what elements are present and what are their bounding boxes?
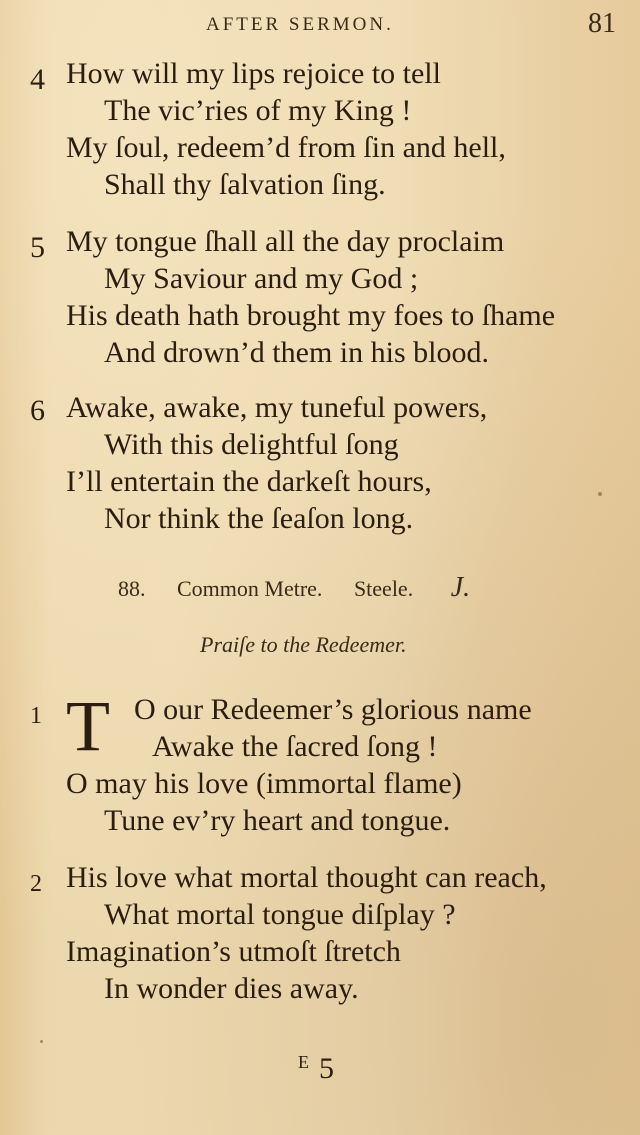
hymn-mark: J. xyxy=(450,572,471,603)
signature-letter: E xyxy=(298,1052,309,1072)
paper-speck xyxy=(40,1040,43,1043)
verse-line: My ſoul, redeem’d from ſin and hell, xyxy=(66,131,506,164)
verse-line: Awake, awake, my tuneful powers, xyxy=(66,391,488,424)
verse-line: With this delightful ſong xyxy=(104,428,399,461)
verse-line: Tune ev’ry heart and tongue. xyxy=(104,804,451,837)
drop-cap: T xyxy=(66,686,110,766)
printer-signature xyxy=(298,1052,334,1086)
verse-line: I’ll entertain the darkeſt hours, xyxy=(66,465,432,498)
running-head: AFTER SERMON. xyxy=(206,14,394,35)
verse-line: Imagination’s utmoſt ſtretch xyxy=(66,935,401,968)
verse-number: 6 xyxy=(30,394,45,427)
verse-line: My Saviour and my God ; xyxy=(104,262,419,295)
verse-line: O our Redeemer’s glorious name xyxy=(134,693,532,726)
page-number: 81 xyxy=(588,8,616,39)
verse-line: Nor think the ſeaſon long. xyxy=(104,502,414,535)
verse-line: Awake the ſacred ſong ! xyxy=(152,730,438,763)
verse-number: 2 xyxy=(30,871,42,897)
hymn-author: Steele. xyxy=(353,576,414,601)
verse-line: And drown’d them in his blood. xyxy=(104,336,489,369)
hymn-title: Praiſe to the Redeemer. xyxy=(200,632,407,657)
paper-speck xyxy=(598,492,602,496)
hymn-number: 88. xyxy=(118,576,146,601)
verse-line: Shall thy ſalvation ſing. xyxy=(104,168,386,201)
verse-line: His death hath brought my foes to ſhame xyxy=(66,299,556,332)
verse-number: 4 xyxy=(30,63,45,96)
verse-number: 1 xyxy=(30,703,42,729)
verse-line: O may his love (immortal flame) xyxy=(66,767,462,800)
verse-line: In wonder dies away. xyxy=(104,972,359,1005)
hymn-metre: Common Metre. xyxy=(177,576,323,601)
verse-line: My tongue ſhall all the day proclaim xyxy=(66,225,505,258)
verse-line: The vic’ries of my King ! xyxy=(104,94,412,127)
verse-line: What mortal tongue diſplay ? xyxy=(104,898,456,931)
signature-number: 5 xyxy=(319,1052,334,1085)
verse-line: How will my lips rejoice to tell xyxy=(66,57,441,90)
verse-number: 5 xyxy=(30,231,45,264)
hymn-heading xyxy=(118,572,496,604)
verse-line: His love what mortal thought can reach, xyxy=(66,861,547,894)
